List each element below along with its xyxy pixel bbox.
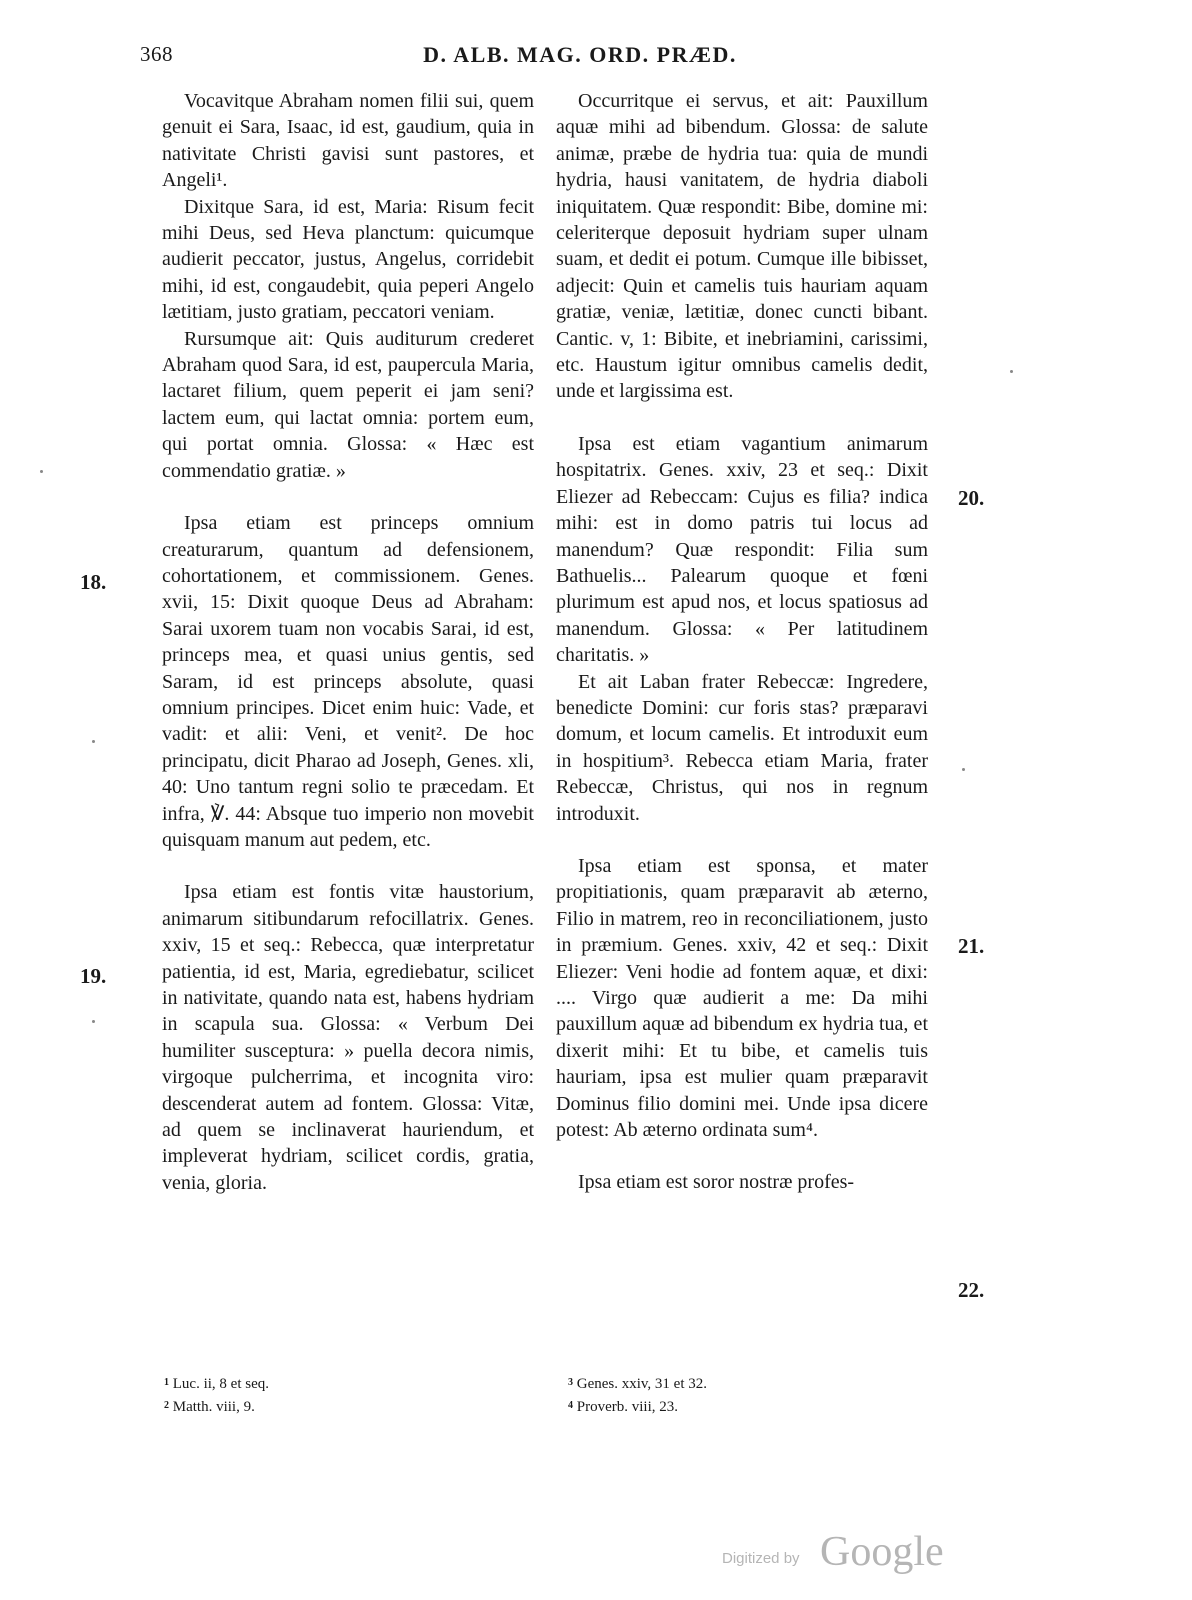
footnote: $^1$ Luc. ii, 8 et seq. <box>164 1376 269 1392</box>
scan-speck <box>1010 370 1013 373</box>
margin-number-18: 18. <box>80 570 107 594</box>
scan-speck <box>92 740 95 743</box>
running-head: D. ALB. MAG. ORD. PRÆD. <box>423 42 737 67</box>
margin-number-22: 22. <box>958 1278 985 1302</box>
footnote: $^2$ Matth. viii, 9. <box>164 1399 255 1415</box>
margin-number-20: 20. <box>958 486 985 510</box>
right-column <box>556 88 928 1196</box>
footnotes-left <box>164 1372 544 1418</box>
scan-speck <box>92 1020 95 1023</box>
margin-number-21: 21. <box>958 934 985 958</box>
left-column <box>162 88 534 1196</box>
paragraph-section-18: Ipsa etiam est princeps omnium creaturarum, quantum ad defensionem, cohortationem, et commissionem. Genes. xvii, 15: Dixit quoque Deus ad Abraham: Sarai uxorem tuam non vocabis Sarai, id est, princeps mea, et quasi unius gentis, sed Saram, id est princeps absolute, quasi omnium principes. Dicet enim huic: Vade, et vadit: et alii: Veni, et venit². De hoc principatu, dicit Pharao ad Joseph, Genes. xli, 40: Uno tantum regni solio te præcedam. Et infra, ℣. 44: Absque tuo imperio non movebit quisquam manum aut pedem, etc. <box>162 512 534 851</box>
paragraph: Vocavitque Abraham nomen filii sui, quem genuit ei Sara, Isaac, id est, gaudium, quia in nativitate Christi gavisi sunt pastores, et Angeli¹. <box>162 90 534 192</box>
footnote: $^3$ Genes. xxiv, 31 et 32. <box>568 1376 708 1392</box>
footnote: $^4$ Proverb. viii, 23. <box>568 1399 678 1415</box>
google-logo: Google <box>820 1529 944 1575</box>
footnotes-right <box>568 1372 948 1418</box>
paragraph: Rursumque ait: Quis auditurum crederet Abraham quod Sara, id est, paupercula Maria, lactaret filium, quem peperit ei jam seni? lactem eum, qui lactat omnia: portem eum, qui portat omnia. Glossa: « Hæc est commendatio gratiæ. » <box>162 327 534 482</box>
margin-number-19: 19. <box>80 964 107 988</box>
watermark-caption: Digitized by <box>722 1550 800 1567</box>
page-number: 368 <box>140 42 173 66</box>
scan-speck <box>962 768 965 771</box>
paragraph: Occurritque ei servus, et ait: Pauxillum aquæ mihi ad bibendum. Glossa: de salute animæ, præbe de hydria tua: quia de mundi hydria, hausi vanitatem, de hydria diaboli iniquitatem. Quæ respondit: Bibe, domine mi: celeriterque deposuit hydriam super ulnam suam, et dedit ei potum. Cumque ille bibisset, adjecit: Quin et camelis tuis hauriam aquam gratiæ, veniæ, lætitiæ, donec cuncti bibant. Cantic. v, 1: Bibite, et inebriamini, carissimi, etc. Haustum igitur omnibus camelis dedit, unde et largissima est. <box>556 90 928 403</box>
paragraph: Dixitque Sara, id est, Maria: Risum fecit mihi Deus, sed Heva planctum: quicumque audierit peccator, justus, Angelus, corridebit mihi, id est, congaudebit, quia peperi Angelo lætitiam, justo gratiam, peccatori veniam. <box>162 195 534 324</box>
paragraph-section-21: Ipsa etiam est sponsa, et mater propitiationis, quam præparavit ab æterno, Filio in matrem, reo in reconciliationem, justo in præmium. Genes. xxiv, 42 et seq.: Dixit Eliezer: Veni hodie ad fontem aquæ, et dixi: .... Virgo quæ audierit a me: Da mihi pauxillum aquæ ad bibendum ex hydria tua, et dixerit mihi: Et tu bibe, et camelis tuis hauriam, ipsa est mulier quam præparavit Dominus filio domini mei. Unde ipsa dicere potest: Ab æterno ordinata sum⁴. <box>556 854 928 1142</box>
digitized-watermark <box>722 1528 962 1578</box>
paragraph: Et ait Laban frater Rebeccæ: Ingredere, benedicte Domini: cur foris stas? præparavi domum, et locum camelis. Et introduxit eum in hospitium³. Rebecca etiam Maria, frater Rebeccæ, Christus, qui nos in regnum introduxit. <box>556 670 928 825</box>
page-header <box>140 42 1020 82</box>
paragraph-section-19: Ipsa etiam est fontis vitæ haustorium, animarum sitibundarum refocillatrix. Genes. xxiv, 15 et seq.: Rebecca, quæ interpretatur patientia, id est, Maria, egrediebatur, scilicet in nativitate, quando nata est, habens hydriam in scapula sua. Glossa: « Verbum Dei humiliter susceptura: » puella decora nimis, virgoque pulcherrima, et incognita viro: descenderat autem ad fontem. Glossa: Vitæ, ad quem se inclinaverat hauriendum, et impleverat hydriam, scilicet cordis, gratia, venia, gloria. <box>162 881 534 1194</box>
paragraph-section-20: Ipsa est etiam vagantium animarum hospitatrix. Genes. xxiv, 23 et seq.: Dixit Eliezer ad Rebeccam: Cujus es filia? indica mihi: est in domo patris tui locus ad manendum? Quæ respondit: Filia sum Bathuelis... Palearum quoque et fœni plurimum est apud nos, et locus spatiosus ad manendum. Glossa: « Per latitudinem charitatis. » <box>556 432 928 667</box>
scan-speck <box>40 470 43 473</box>
paragraph-section-22: Ipsa etiam est soror nostræ profes- <box>578 1171 855 1194</box>
